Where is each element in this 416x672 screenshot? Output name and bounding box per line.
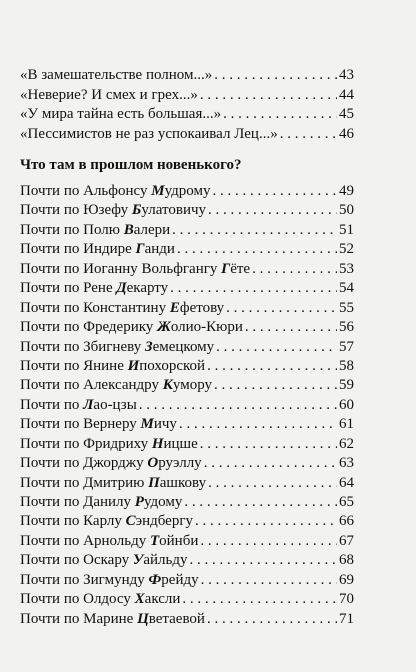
- dot-leader: [280, 125, 337, 145]
- toc-entry-first-name: Арнольду: [83, 532, 147, 549]
- toc-entry-page: 71: [339, 610, 354, 627]
- toc-entry-page: 68: [339, 552, 354, 569]
- toc-entry-page: 61: [339, 416, 354, 433]
- toc-entry-surname: Оруэллу: [147, 455, 202, 472]
- dot-leader: [208, 474, 337, 493]
- toc-entry: [20, 299, 354, 318]
- toc-entry-prefix: Почти по: [20, 183, 80, 199]
- toc-entry-first-name: Александру: [83, 377, 159, 394]
- dot-leader: [179, 415, 337, 434]
- surname-initial: У: [132, 552, 144, 569]
- toc-section-almost: [20, 182, 354, 629]
- toc-entry-first-name: Збигневу: [83, 338, 142, 355]
- toc-entry-title: [20, 338, 214, 357]
- toc-entry-prefix: Почти по: [20, 532, 80, 549]
- toc-entry: [20, 201, 354, 220]
- toc-entry-title: [20, 532, 198, 551]
- toc-entry-surname: Земецкому: [144, 338, 215, 355]
- toc-entry-title: [20, 551, 187, 570]
- toc-entry-first-name: Дмитрию: [83, 474, 145, 491]
- dot-leader: [184, 493, 337, 512]
- toc-entry-surname: Мичу: [140, 416, 177, 433]
- toc-entry-surname: Ипохорской: [127, 357, 206, 374]
- surname-initial: Т: [149, 532, 160, 549]
- toc-entry-title: [20, 376, 212, 395]
- surname-initial: М: [140, 416, 154, 433]
- dot-leader: [204, 454, 337, 473]
- toc-entry-surname: Кумору: [162, 377, 213, 394]
- dot-leader: [200, 532, 337, 551]
- section-heading: Что там в прошлом новенького?: [20, 157, 242, 173]
- toc-entry-surname: Лао-цзы: [83, 396, 137, 413]
- surname-initial: Б: [131, 202, 142, 219]
- toc-entry: [20, 240, 354, 259]
- toc-entry-page: 63: [339, 455, 354, 472]
- surname-initial: М: [151, 183, 165, 199]
- toc-entry-surname: Пашкову: [148, 474, 207, 491]
- dot-leader: [208, 201, 337, 220]
- toc-entry-page: 53: [339, 260, 354, 277]
- dot-leader: [214, 376, 337, 395]
- toc-entry: [20, 435, 354, 454]
- toc-entry-prefix: Почти по: [20, 435, 80, 452]
- toc-entry-first-name: Зигмунду: [83, 571, 145, 588]
- toc-entry-title: [20, 454, 202, 473]
- surname-initial: И: [127, 357, 140, 374]
- toc-entry-title: [20, 240, 175, 259]
- toc-entry-first-name: Полю: [83, 221, 120, 238]
- toc-entry-first-name: Вернеру: [83, 416, 137, 433]
- toc-entry-title: [20, 435, 198, 454]
- toc-entry-prefix: Почти по: [20, 552, 80, 569]
- toc-entry-prefix: Почти по: [20, 610, 80, 627]
- toc-entry-page: 58: [339, 357, 354, 374]
- surname-initial: П: [148, 474, 160, 491]
- toc-entry-first-name: Фридриху: [83, 435, 149, 452]
- toc-entry: [20, 551, 354, 570]
- dot-leader: [207, 610, 337, 629]
- toc-entry-title: «Пессимистов не раз успокаивал Лец...»: [20, 125, 278, 142]
- toc-entry-prefix: Почти по: [20, 494, 80, 510]
- toc-entry-page: 46: [339, 125, 354, 142]
- surname-initial: Ж: [157, 319, 171, 336]
- surname-initial: Д: [116, 280, 127, 297]
- toc-entry-surname: Тойнби: [149, 532, 199, 549]
- toc-entry-prefix: Почти по: [20, 221, 80, 238]
- dot-leader: [170, 279, 337, 298]
- toc-entry-surname: Фрейду: [148, 571, 199, 588]
- toc-entry-surname: Булатовичу: [131, 202, 207, 219]
- dot-leader: [226, 299, 337, 318]
- dot-leader: [195, 512, 337, 531]
- toc-entry: [20, 260, 354, 279]
- toc-entry-first-name: Янине: [83, 357, 124, 374]
- toc-entry-page: 45: [339, 106, 354, 122]
- toc-entry-first-name: Джорджу: [83, 455, 144, 472]
- toc-entry-first-name: Олдосу: [83, 591, 131, 608]
- toc-entry-prefix: Почти по: [20, 591, 80, 608]
- toc-entry-prefix: Почти по: [20, 319, 80, 336]
- surname-initial: Е: [169, 299, 180, 316]
- surname-initial: Х: [134, 591, 145, 608]
- toc-entry: [20, 590, 354, 609]
- surname-initial: Ц: [137, 610, 149, 627]
- toc-entry-first-name: Данилу: [83, 494, 132, 510]
- toc-entry: [20, 357, 354, 376]
- dot-leader: [207, 357, 337, 376]
- toc-entry-prefix: Почти по: [20, 241, 80, 258]
- toc-entry-prefix: Почти по: [20, 260, 80, 277]
- toc-entry-title: «В замешательстве полном...»: [20, 67, 213, 83]
- toc-entry-title: «У мира тайна есть большая...»: [20, 106, 222, 122]
- surname-initial: Г: [135, 241, 145, 258]
- surname-initial: В: [123, 221, 134, 238]
- toc-entry: [20, 610, 354, 629]
- toc-entry-first-name: Карлу: [83, 513, 122, 530]
- toc-entry-title: [20, 415, 177, 434]
- toc-entry-page: 43: [339, 67, 354, 83]
- toc-entry-first-name: Фредерику: [83, 319, 154, 336]
- toc-entry-surname: Ефетову: [169, 299, 225, 316]
- toc-entry-page: 59: [339, 377, 354, 394]
- toc-entry: [20, 532, 354, 551]
- toc-entry-title: [20, 279, 168, 298]
- toc-entry: [20, 396, 354, 415]
- toc-entry: [20, 279, 354, 298]
- toc-entry-surname: Сэндбергу: [125, 513, 193, 530]
- toc-entry-prefix: Почти по: [20, 571, 80, 588]
- toc-entry-surname: Цветаевой: [137, 610, 205, 627]
- toc-entry: [20, 376, 354, 395]
- toc-entry-surname: Хаксли: [134, 591, 181, 608]
- toc-entry-title: [20, 357, 205, 376]
- toc-entry: [20, 318, 354, 337]
- toc-entry-first-name: Юзефу: [83, 202, 129, 219]
- toc-entry-prefix: Почти по: [20, 513, 80, 530]
- toc-entry-title: [20, 474, 206, 493]
- toc-entry-page: 65: [339, 494, 354, 510]
- toc-entry-title: [20, 590, 180, 609]
- toc-entry-page: 62: [339, 435, 354, 452]
- dot-leader: [200, 435, 337, 454]
- surname-initial: Г: [221, 260, 231, 277]
- toc-entry-first-name: Индире: [83, 241, 132, 258]
- toc-entry-first-name: Оскару: [83, 552, 130, 569]
- dot-leader: [189, 551, 337, 570]
- toc-entry-title: [20, 221, 170, 240]
- toc-entry-first-name: Альфонсу: [83, 183, 148, 199]
- toc-entry: [20, 182, 354, 201]
- dot-leader: [172, 221, 337, 240]
- toc-entry-page: 50: [339, 202, 354, 219]
- toc-entry-page: 69: [339, 571, 354, 588]
- toc-entry-prefix: Почти по: [20, 338, 80, 355]
- toc-entry: [20, 86, 354, 106]
- toc-entry-page: 55: [339, 299, 354, 316]
- toc-entry: [20, 415, 354, 434]
- toc-entry-page: 70: [339, 591, 354, 608]
- toc-entry-title: [20, 318, 243, 337]
- toc-entry: [20, 512, 354, 531]
- toc-entry-title: [20, 260, 250, 279]
- toc-entry-page: 60: [339, 396, 354, 413]
- dot-leader: [214, 66, 337, 86]
- toc-entry-page: 57: [339, 338, 354, 355]
- toc-entry: [20, 66, 354, 86]
- surname-initial: С: [125, 513, 136, 530]
- toc-entry-surname: Ницше: [151, 435, 198, 452]
- dot-leader: [245, 318, 337, 337]
- toc-entry-prefix: Почти по: [20, 299, 80, 316]
- toc-entry: [20, 338, 354, 357]
- toc-entry-surname: Рудому: [134, 494, 183, 510]
- toc-entry-title: [20, 201, 206, 220]
- toc-entry-page: 52: [339, 241, 354, 258]
- toc-entry-prefix: Почти по: [20, 377, 80, 394]
- surname-initial: З: [144, 338, 153, 355]
- toc-entry-title: [20, 299, 224, 318]
- toc-entry: [20, 105, 354, 125]
- toc-entry-page: 51: [339, 221, 354, 238]
- toc-entry-prefix: Почти по: [20, 202, 80, 219]
- toc-entry-surname: Уайльду: [132, 552, 188, 569]
- toc-entry: [20, 571, 354, 590]
- toc-entry: [20, 474, 354, 493]
- toc-entry-surname: Ганди: [135, 241, 175, 258]
- toc-entry-surname: Валери: [123, 221, 171, 238]
- toc-entry-surname: Декарту: [116, 280, 169, 297]
- toc-entry-prefix: Почти по: [20, 357, 80, 374]
- dot-leader: [216, 338, 337, 357]
- toc-entry-prefix: Почти по: [20, 474, 80, 491]
- toc-entry: [20, 493, 354, 512]
- toc-entry: [20, 221, 354, 240]
- dot-leader: [177, 240, 337, 259]
- surname-initial: О: [147, 455, 159, 472]
- toc-entry-page: 54: [339, 280, 354, 297]
- surname-initial: Л: [83, 396, 94, 413]
- toc-entry-page: 44: [339, 86, 354, 103]
- toc-entry-title: [20, 512, 193, 531]
- toc-entry-title: [20, 571, 199, 590]
- toc-entry-title: [20, 182, 210, 201]
- toc-entry: [20, 454, 354, 473]
- toc-entry-first-name: Марине: [83, 610, 134, 627]
- toc-entry-first-name: Рене: [83, 280, 113, 297]
- toc-entry-first-name: Иоганну Вольфгангу: [83, 260, 218, 277]
- toc-entry-title: [20, 610, 205, 629]
- toc-entry-prefix: Почти по: [20, 396, 80, 413]
- dot-leader: [223, 105, 337, 125]
- toc-entry-surname: Жолио-Кюри: [157, 319, 243, 336]
- surname-initial: Р: [134, 494, 144, 510]
- toc-entry-title: «Неверие? И смех и грех...»: [20, 86, 198, 103]
- surname-initial: К: [162, 377, 173, 394]
- toc-entry-title: [20, 396, 137, 415]
- toc-entry-surname: Мудрому: [151, 183, 211, 199]
- dot-leader: [201, 571, 337, 590]
- toc-entry-title: [20, 493, 182, 512]
- surname-initial: Ф: [148, 571, 162, 588]
- toc-entry-page: 64: [339, 474, 354, 491]
- dot-leader: [252, 260, 337, 279]
- toc-entry-page: 56: [339, 319, 354, 336]
- dot-leader: [139, 396, 337, 415]
- toc-entry-page: 67: [339, 532, 354, 549]
- toc-entry-surname: Гёте: [221, 260, 251, 277]
- toc-entry-page: 66: [339, 513, 354, 530]
- toc-entry-prefix: Почти по: [20, 455, 80, 472]
- toc-section-quotes: [20, 66, 354, 144]
- dot-leader: [212, 182, 337, 201]
- toc-entry-first-name: Константину: [83, 299, 167, 316]
- dot-leader: [182, 590, 337, 609]
- surname-initial: Н: [151, 435, 164, 452]
- toc-entry-prefix: Почти по: [20, 280, 80, 297]
- toc-entry-page: 49: [339, 183, 354, 199]
- dot-leader: [200, 86, 337, 106]
- toc-entry: [20, 125, 354, 145]
- toc-entry-prefix: Почти по: [20, 416, 80, 433]
